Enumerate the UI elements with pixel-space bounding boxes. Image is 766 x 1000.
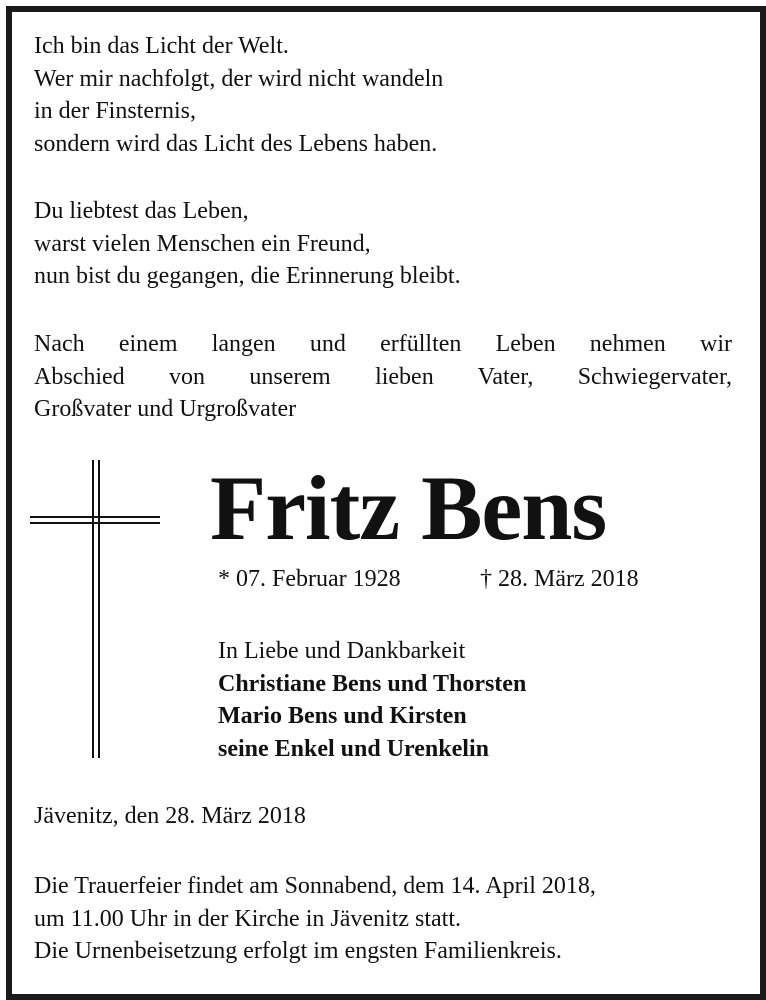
funeral-line: um 11.00 Uhr in der Kirche in Jävenitz statt. [34,905,462,932]
verse-line: in der Finsternis, [34,98,196,124]
poem-line: nun bist du gegangen, die Erinnerung bleibt. [34,263,461,289]
intro-line: Nach einem langen und erfüllten Leben nehmen wir [34,331,732,357]
intro-text [34,328,732,426]
place-date [34,800,306,833]
place-date-text: Jävenitz, den 28. März 2018 [34,803,306,829]
verse-line: Wer mir nachfolgt, der wird nicht wandeln [34,65,444,92]
death-date: † 28. März 2018 [480,566,639,592]
funeral-line: Die Urnenbeisetzung erfolgt im engsten Familienkreis. [34,938,562,964]
poem [34,195,461,293]
bible-verse [34,30,443,160]
birth-date: * 07. Februar 1928 [218,566,401,592]
mourners [218,635,526,765]
deceased-name: Fritz Bens [210,457,607,559]
intro-line: Großvater und Urgroßvater [34,396,297,422]
verse-line: Ich bin das Licht der Welt. [34,33,289,59]
funeral-line: Die Trauerfeier findet am Sonnabend, dem 14. April 2018, [34,873,596,899]
mourner-name: seine Enkel und Urenkelin [218,735,489,762]
poem-line: warst vielen Menschen ein Freund, [34,230,371,257]
mourner-name: Mario Bens und Kirsten [218,703,467,729]
intro-line: Abschied von unserem lieben Vater, Schwiegervater, [34,363,732,390]
funeral-info [34,870,596,968]
mourners-intro: In Liebe und Dankbarkeit [218,638,466,664]
verse-line: sondern wird das Licht des Lebens haben. [34,130,438,157]
mourner-name: Christiane Bens und Thorsten [218,670,527,697]
poem-line: Du liebtest das Leben, [34,198,249,224]
